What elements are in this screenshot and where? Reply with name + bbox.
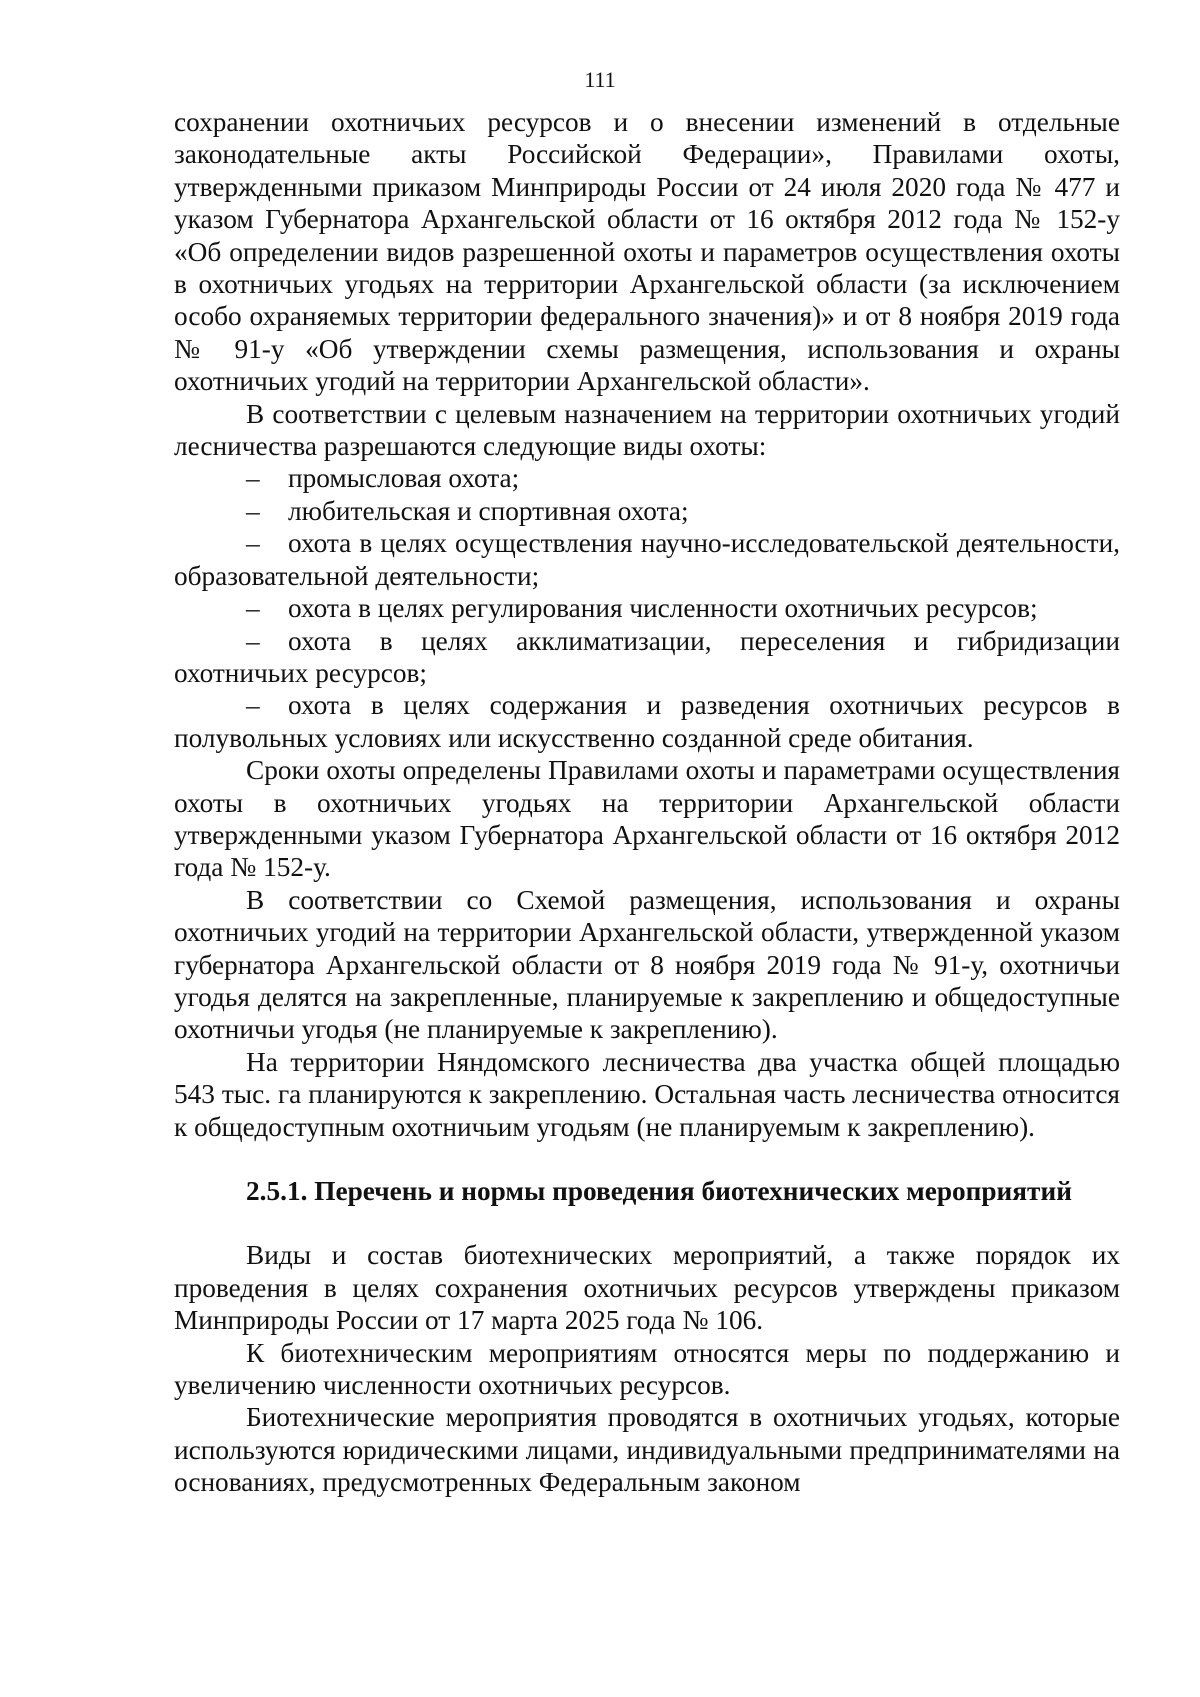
paragraph-hunting-types-intro: В соответствии с целевым назначением на территории охотничьих угодий лесничества разрешаются следующие виды охоты: — [174, 398, 1120, 462]
list-item — [174, 689, 1120, 754]
dash-marker: – — [246, 528, 260, 559]
paragraph-hunting-periods: Сроки охоты определены Правилами охоты и параметрами осуществления охоты в охотничьих угодьях на территории Архангельской области утвержденными указом Губернатора Архангельской области от 16 октября 2012 года № 152-у. — [174, 755, 1120, 883]
paragraph-biotech-measures: К биотехническим мероприятиям относятся меры по поддержанию и увеличению численности охотничьих ресурсов. — [174, 1337, 1120, 1401]
page-number: 111 — [584, 67, 616, 92]
paragraph-scheme: В соответствии со Схемой размещения, использования и охраны охотничьих угодий на территории Архангельской области, утвержденной указом губернатора Архангельской области от 8 ноября 2019 года № 91-у, охотничьи угодья делятся на закрепленные, планируемые к закреплению и общедоступные охотничьи угодья (не планируемые к закреплению). — [174, 884, 1120, 1045]
list-item — [174, 592, 1120, 624]
list-item-text: охота в целях содержания и разведения охотничьих ресурсов в полувольных условиях или искусственно созданной среде обитания. — [174, 690, 1120, 753]
paragraph-nyandoma: На территории Няндомского лесничества два участка общей площадью 543 тыс. га планируются к закреплению. Остальная часть лесничества относится к общедоступным охотничьим угодьям (не планируемым к закреплению). — [174, 1046, 1120, 1142]
list-item — [174, 527, 1120, 592]
list-item-text: любительская и спортивная охота; — [288, 495, 689, 526]
list-item-text: охота в целях акклиматизации, переселения и гибридизации охотничьих ресурсов; — [174, 625, 1120, 688]
dash-marker: – — [246, 495, 260, 526]
paragraph-biotech-conduct: Биотехнические мероприятия проводятся в охотничьих угодьях, которые используются юридическими лицами, индивидуальными предпринимателями на основаниях, предусмотренных Федеральным законом — [174, 1402, 1120, 1498]
paragraph-continuation: сохранении охотничьих ресурсов и о внесении изменений в отдельные законодательные акты Российской Федерации», Правилами охоты, утвержденными приказом Минприроды России от 24 июля 2020 года № 477 и указом Губернатора Архангельской области от 16 октября 2012 года № 152-у «Об определении видов разрешенной охоты и параметров осуществления охоты в охотничьих угодьях на территории Архангельской области (за исключением особо охраняемых территории федерального значения)» и от 8 ноября 2019 года № 91-у «Об утверждении схемы размещения, использования и охраны охотничьих угодий на территории Архангельской области». — [174, 107, 1120, 397]
dash-marker: – — [246, 593, 260, 624]
list-item — [174, 495, 1120, 527]
list-item-text: промысловая охота; — [288, 463, 520, 494]
dash-marker: – — [246, 463, 260, 494]
paragraph-biotech-types: Виды и состав биотехнических мероприятий, а также порядок их проведения в целях сохранения охотничьих ресурсов утверждены приказом Минприроды России от 17 марта 2025 года № 106. — [174, 1240, 1120, 1336]
section-heading: 2.5.1. Перечень и нормы проведения биотехнических мероприятий — [246, 1176, 1072, 1206]
document-body — [174, 106, 1120, 1499]
list-item-text: охота в целях регулирования численности охотничьих ресурсов; — [288, 593, 1038, 624]
dash-marker: – — [246, 625, 260, 656]
list-item-text: охота в целях осуществления научно-исследовательской деятельности, образовательной деятельности; — [174, 528, 1120, 591]
dash-marker: – — [246, 690, 260, 721]
list-item — [174, 625, 1120, 690]
list-item — [174, 462, 1120, 494]
